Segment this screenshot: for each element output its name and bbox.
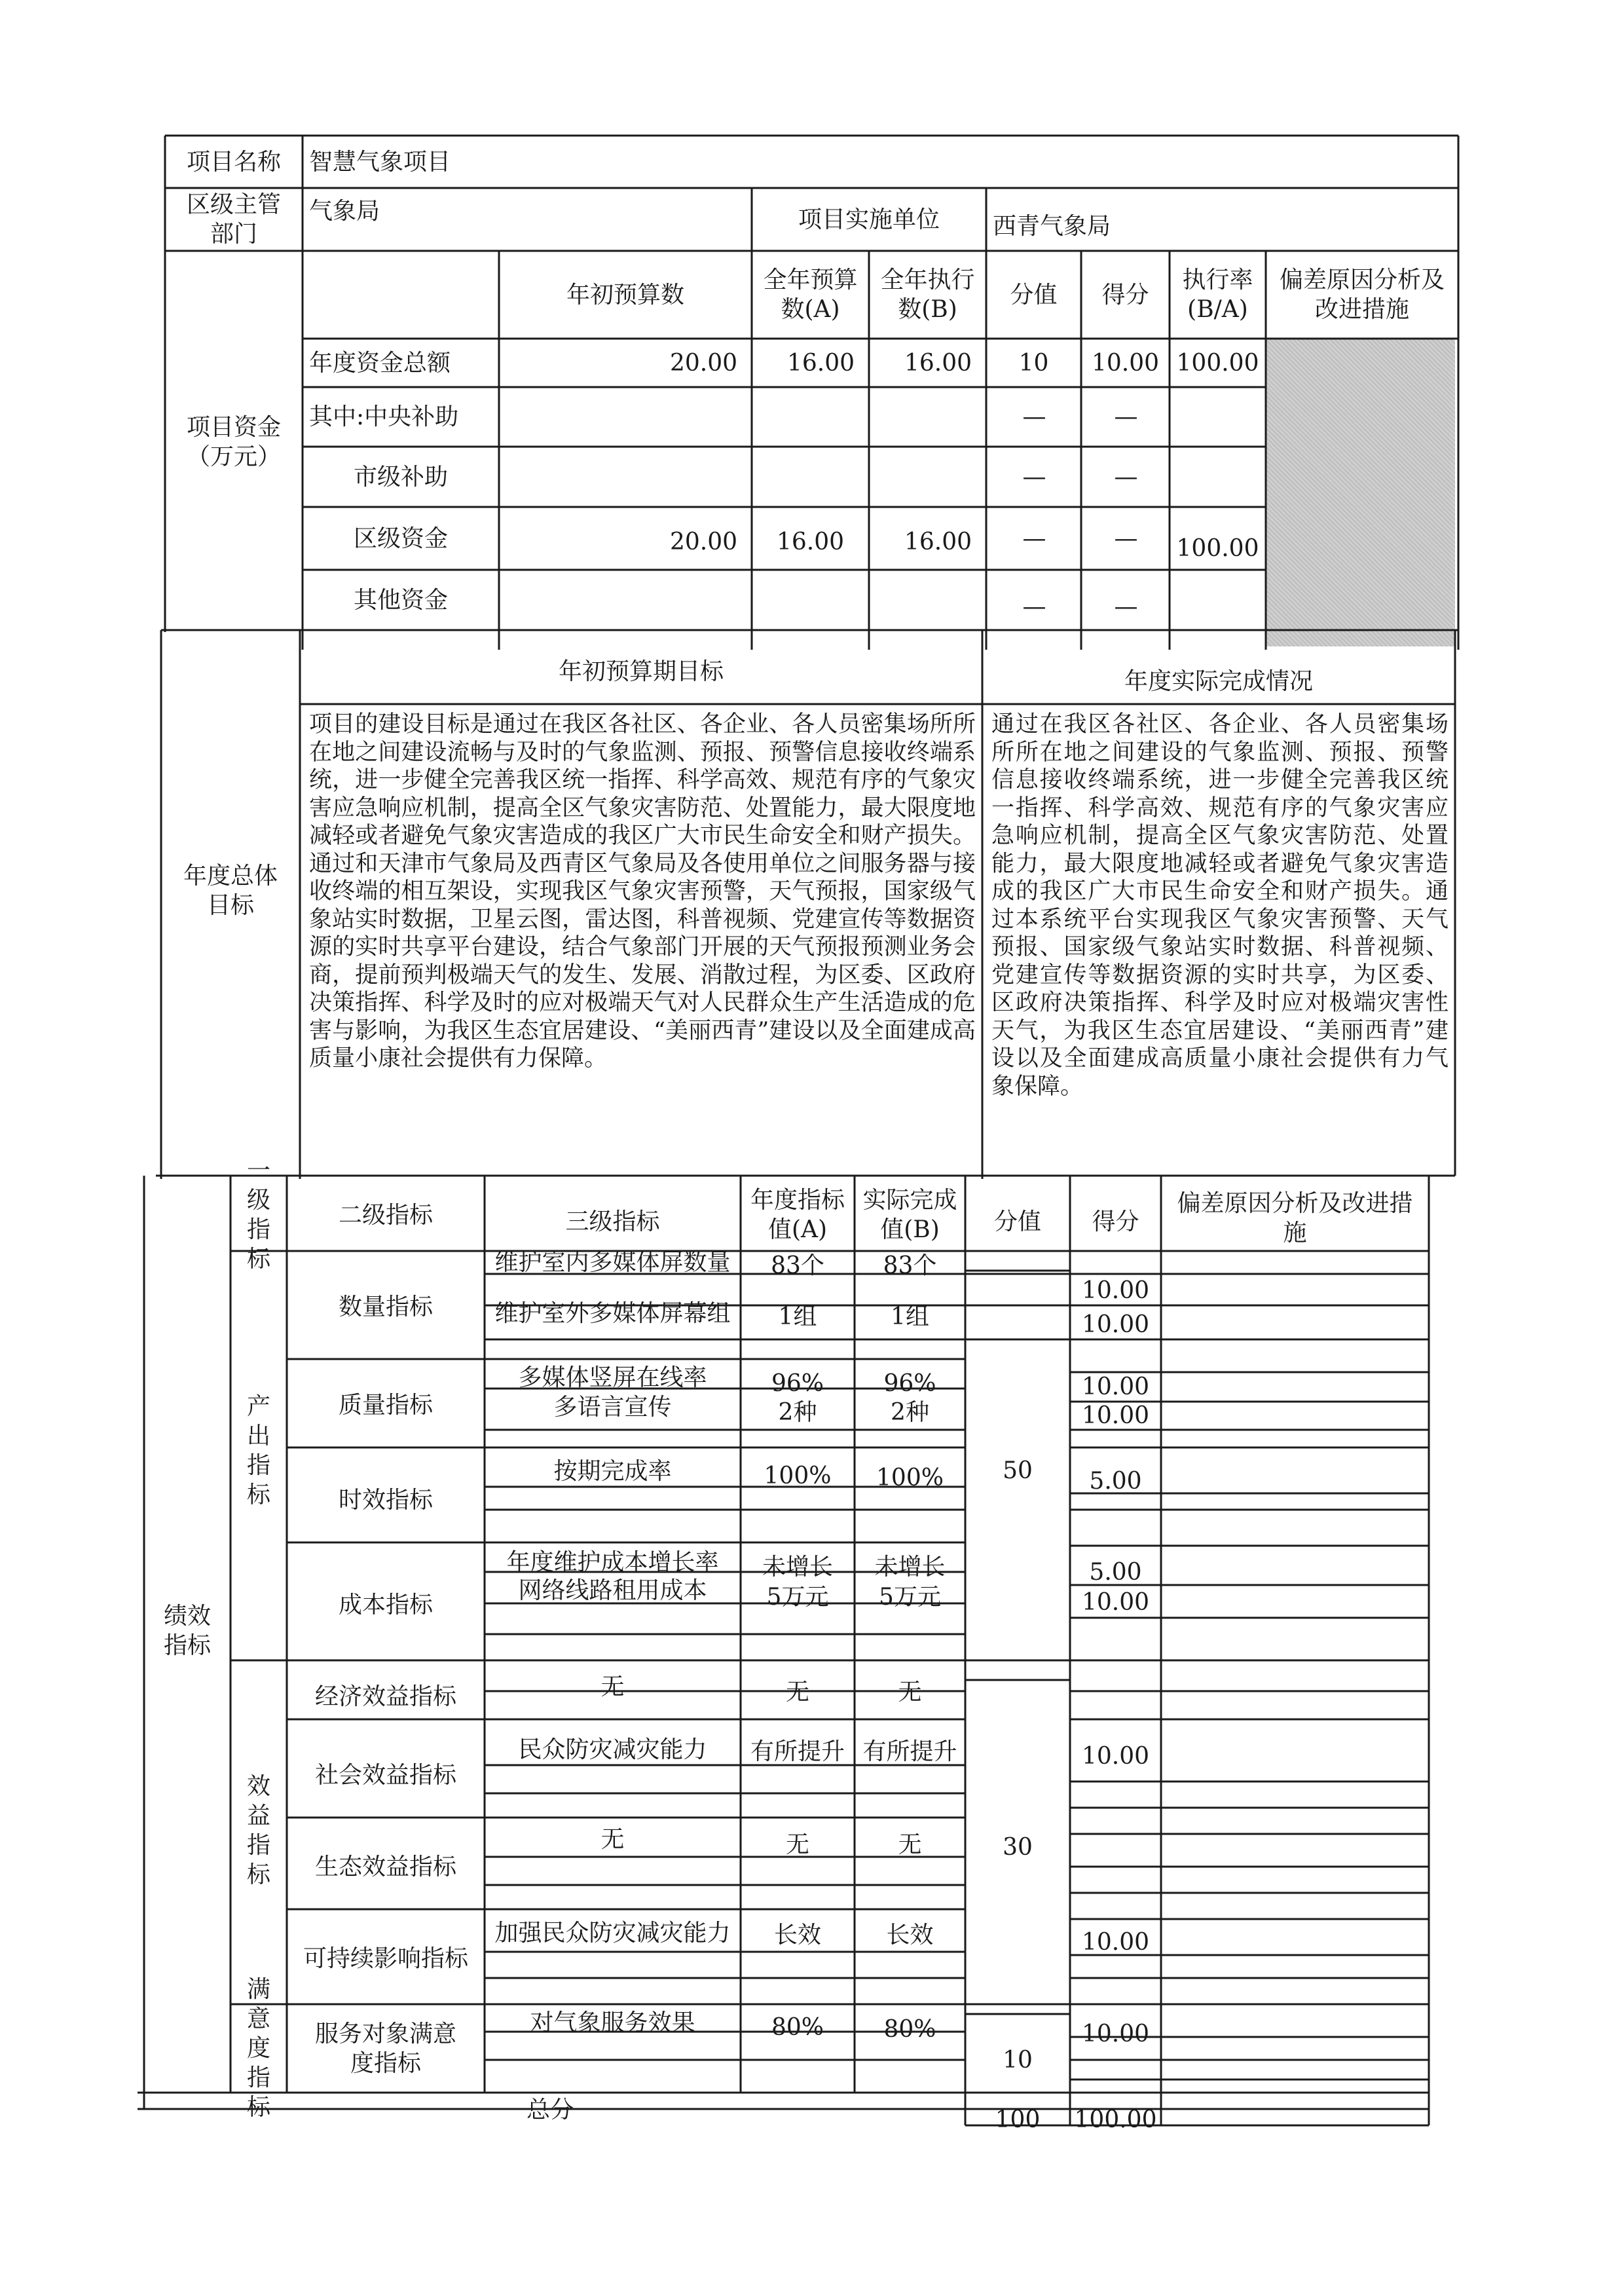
indicator-actual: 83个 xyxy=(883,1252,937,1279)
fund-row-annual: 16.00 xyxy=(776,528,845,555)
indicator-score: 5.00 xyxy=(1089,1467,1142,1495)
level2-ecological: 生态效益指标 xyxy=(314,1853,456,1880)
level2-quantity: 数量指标 xyxy=(338,1293,433,1320)
level2-service: 服务对象满意度指标 xyxy=(314,2020,456,2077)
project-name-value: 智慧气象项目 xyxy=(309,148,451,176)
actual-goals-text: 通过在我区各社区、各企业、各人员密集场所所在地之间建设的气象监测、预报、预警信息接收终端系统，进一步健全完善我区统一指挥、科学高效、规范有序的气象灾害应急响应机制，提高全区气象灾害防范、处置能力，最大限度地减轻或者避免气象灾害造成的我区广大市民生命安全和财产损失。通过本系统平台实现我区气象灾害预警、天气预报、国家级气象站实时数据、科普视频、党建宣传等数据资源的实时共享，为区委、区政府决策指挥、科学及时应对极端灾害性天气，为我区生态宜居建设、“美丽西青”建设以及全面建成高质量小康社会提供有力气象保障。 xyxy=(991,711,1449,1100)
indicator-target: 80% xyxy=(771,2013,824,2041)
indicator-actual: 96% xyxy=(883,1370,936,1397)
indicator-row: 维护室内多媒体屏数量 xyxy=(494,1249,731,1276)
actual-goals-header: 年度实际完成情况 xyxy=(1124,667,1313,695)
fund-row-label: 区级资金 xyxy=(353,525,448,552)
indicator-row: 对气象服务效果 xyxy=(530,2009,695,2036)
indicator-row: 维护室外多媒体屏幕组 xyxy=(494,1299,731,1327)
indicator-actual: 无 xyxy=(898,1678,922,1706)
level2-economic: 经济效益指标 xyxy=(314,1683,456,1710)
fund-row-score-value: 10 xyxy=(1018,349,1049,377)
level1-output: 产出指标 xyxy=(246,1393,270,1508)
fund-row-score-value: — xyxy=(1022,525,1045,552)
indicator-row: 多媒体竖屏在线率 xyxy=(518,1364,707,1391)
fund-row-label: 其中:中央补助 xyxy=(309,403,459,430)
funds-header-executed: 全年执行数(B) xyxy=(880,267,975,323)
output-group-score-value: 50 xyxy=(1003,1457,1033,1484)
funds-header-score: 得分 xyxy=(1101,281,1149,308)
planned-goals-header: 年初预算期目标 xyxy=(558,658,724,685)
fund-row-annual: 16.00 xyxy=(786,349,855,377)
indicator-actual: 有所提升 xyxy=(862,1738,957,1765)
fund-row-score-value: — xyxy=(1022,403,1045,430)
fund-row-score: 10.00 xyxy=(1091,349,1160,377)
planned-goals-text: 项目的建设目标是通过在我区各社区、各企业、各人员密集场所所在地之间建设流畅与及时的气象监测、预报、预警信息接收终端系统，进一步健全完善我区统一指挥、科学高效、规范有序的气象灾害应急响应机制，提高全区气象灾害防范、处置能力，最大限度地减轻或者避免气象灾害造成的我区广大市民生命安全和财产损失。通过和天津市气象局及西青区气象局及各使用单位之间服务器与接收终端的相互架设，实现我区气象灾害预警，天气预报，国家级气象站实时数据，卫星云图，雷达图，科普视频、党建宣传等数据资源的实时共享平台建设，结合气象部门开展的天气预报预测业务会商，提前预判极端天气的发生、发展、消散过程，为区委、区政府决策指挥、科学及时的应对极端天气对人民群众生产生活造成的危害与影响，为我区生态宜居建设、“美丽西青”建设以及全面建成高质量小康社会提供有力保障。 xyxy=(309,711,976,1072)
level1-satisfaction: 满意度指标 xyxy=(246,1976,270,2121)
indicator-score: 10.00 xyxy=(1081,1277,1150,1304)
indicator-target: 100% xyxy=(764,1462,832,1489)
indicator-score: 10.00 xyxy=(1081,1311,1150,1338)
indicator-target: 83个 xyxy=(771,1252,824,1279)
indicator-score: 5.00 xyxy=(1089,1558,1142,1586)
total-score-value: 100 xyxy=(995,2106,1041,2133)
indicator-row: 网络线路租用成本 xyxy=(518,1577,707,1604)
fund-row-label: 市级补助 xyxy=(353,463,448,491)
indicator-row: 年度维护成本增长率 xyxy=(506,1548,719,1576)
funds-header-annual: 全年预算数(A) xyxy=(763,267,858,323)
indicator-actual: 未增长 xyxy=(874,1553,946,1580)
indicator-actual: 80% xyxy=(883,2015,936,2043)
indicator-target: 未增长 xyxy=(762,1553,833,1580)
level2-cost: 成本指标 xyxy=(338,1591,433,1618)
indicator-target: 无 xyxy=(785,1678,809,1706)
perf-header-score-value: 分值 xyxy=(993,1208,1041,1235)
level2-social: 社会效益指标 xyxy=(314,1761,456,1789)
supervising-dept-value: 气象局 xyxy=(309,197,380,225)
fund-row-label: 其他资金 xyxy=(353,586,448,614)
indicator-score: 10.00 xyxy=(1081,1588,1150,1616)
funds-header-score-value: 分值 xyxy=(1010,281,1058,308)
perf-header-deviation: 偏差原因分析及改进措施 xyxy=(1177,1190,1413,1246)
indicator-score: 10.00 xyxy=(1081,2020,1150,2047)
level2-sustainable: 可持续影响指标 xyxy=(303,1945,468,1972)
fund-row-executed: 16.00 xyxy=(904,528,972,555)
perf-header-actual: 实际完成值(B) xyxy=(862,1187,957,1243)
implementing-unit-label: 项目实施单位 xyxy=(798,206,940,233)
indicator-target: 2种 xyxy=(778,1398,817,1426)
annual-goals-label: 年度总体目标 xyxy=(183,863,278,919)
level1-benefit: 效益指标 xyxy=(246,1773,270,1888)
indicator-row: 按期完成率 xyxy=(553,1457,672,1485)
total-score: 100.00 xyxy=(1074,2106,1157,2133)
total-label: 总分 xyxy=(526,2096,574,2123)
project-name-label: 项目名称 xyxy=(186,148,281,176)
fund-row-label: 年度资金总额 xyxy=(309,349,451,377)
indicator-actual: 无 xyxy=(898,1831,922,1858)
indicator-target: 有所提升 xyxy=(750,1738,845,1765)
project-funds-label: 项目资金 （万元） xyxy=(186,414,281,470)
indicator-row: 民众防灾减灾能力 xyxy=(518,1736,707,1763)
fund-row-score-value: — xyxy=(1022,463,1045,491)
performance-label: 绩效指标 xyxy=(164,1603,212,1659)
fund-row-rate: 100.00 xyxy=(1176,349,1259,377)
fund-row-executed: 16.00 xyxy=(904,349,972,377)
fund-row-initial: 20.00 xyxy=(669,528,737,555)
funds-header-rate: 执行率(B/A) xyxy=(1182,267,1253,323)
fund-row-score: — xyxy=(1114,463,1137,491)
perf-header-score: 得分 xyxy=(1092,1208,1139,1235)
indicator-row: 无 xyxy=(600,1673,625,1700)
indicator-target: 5万元 xyxy=(766,1583,829,1611)
indicator-row: 多语言宣传 xyxy=(553,1393,672,1421)
fund-row-score: — xyxy=(1114,403,1137,430)
indicator-target: 1组 xyxy=(778,1303,817,1330)
indicator-actual: 1组 xyxy=(891,1303,929,1330)
perf-header-level1: 一级指标 xyxy=(246,1157,270,1273)
indicator-actual: 5万元 xyxy=(879,1583,941,1611)
implementing-unit-value: 西青气象局 xyxy=(993,212,1111,240)
level2-timeliness: 时效指标 xyxy=(338,1486,433,1514)
funds-header-deviation: 偏差原因分析及改进措施 xyxy=(1279,267,1445,323)
perf-header-level3: 三级指标 xyxy=(565,1208,660,1235)
fund-row-score: — xyxy=(1114,525,1137,552)
indicator-score: 10.00 xyxy=(1081,1742,1150,1770)
indicator-score: 10.00 xyxy=(1081,1373,1150,1400)
indicator-actual: 2种 xyxy=(891,1398,929,1426)
funds-header-initial: 年初预算数 xyxy=(566,281,684,308)
indicator-row: 无 xyxy=(600,1825,625,1853)
indicator-score: 10.00 xyxy=(1081,1402,1150,1429)
benefit-group-score-value: 30 xyxy=(1003,1833,1033,1861)
indicator-row: 加强民众防灾减灾能力 xyxy=(494,1919,731,1947)
fund-row-initial: 20.00 xyxy=(669,349,737,377)
indicator-target: 96% xyxy=(771,1370,824,1397)
indicator-target: 长效 xyxy=(773,1921,821,1949)
fund-row-score-value: — xyxy=(1022,593,1045,620)
indicator-actual: 长效 xyxy=(886,1921,934,1949)
perf-header-target: 年度指标值(A) xyxy=(750,1187,845,1243)
supervising-dept-label: 区级主管部门 xyxy=(186,191,281,248)
indicator-target: 无 xyxy=(785,1831,809,1858)
indicator-actual: 100% xyxy=(876,1464,944,1491)
indicator-score: 10.00 xyxy=(1081,1928,1150,1956)
fund-row-rate: 100.00 xyxy=(1176,534,1259,562)
level2-quality: 质量指标 xyxy=(338,1391,433,1419)
fund-row-score: — xyxy=(1114,593,1137,620)
satisfaction-group-score-value: 10 xyxy=(1003,2046,1033,2074)
perf-header-level2: 二级指标 xyxy=(338,1201,433,1229)
